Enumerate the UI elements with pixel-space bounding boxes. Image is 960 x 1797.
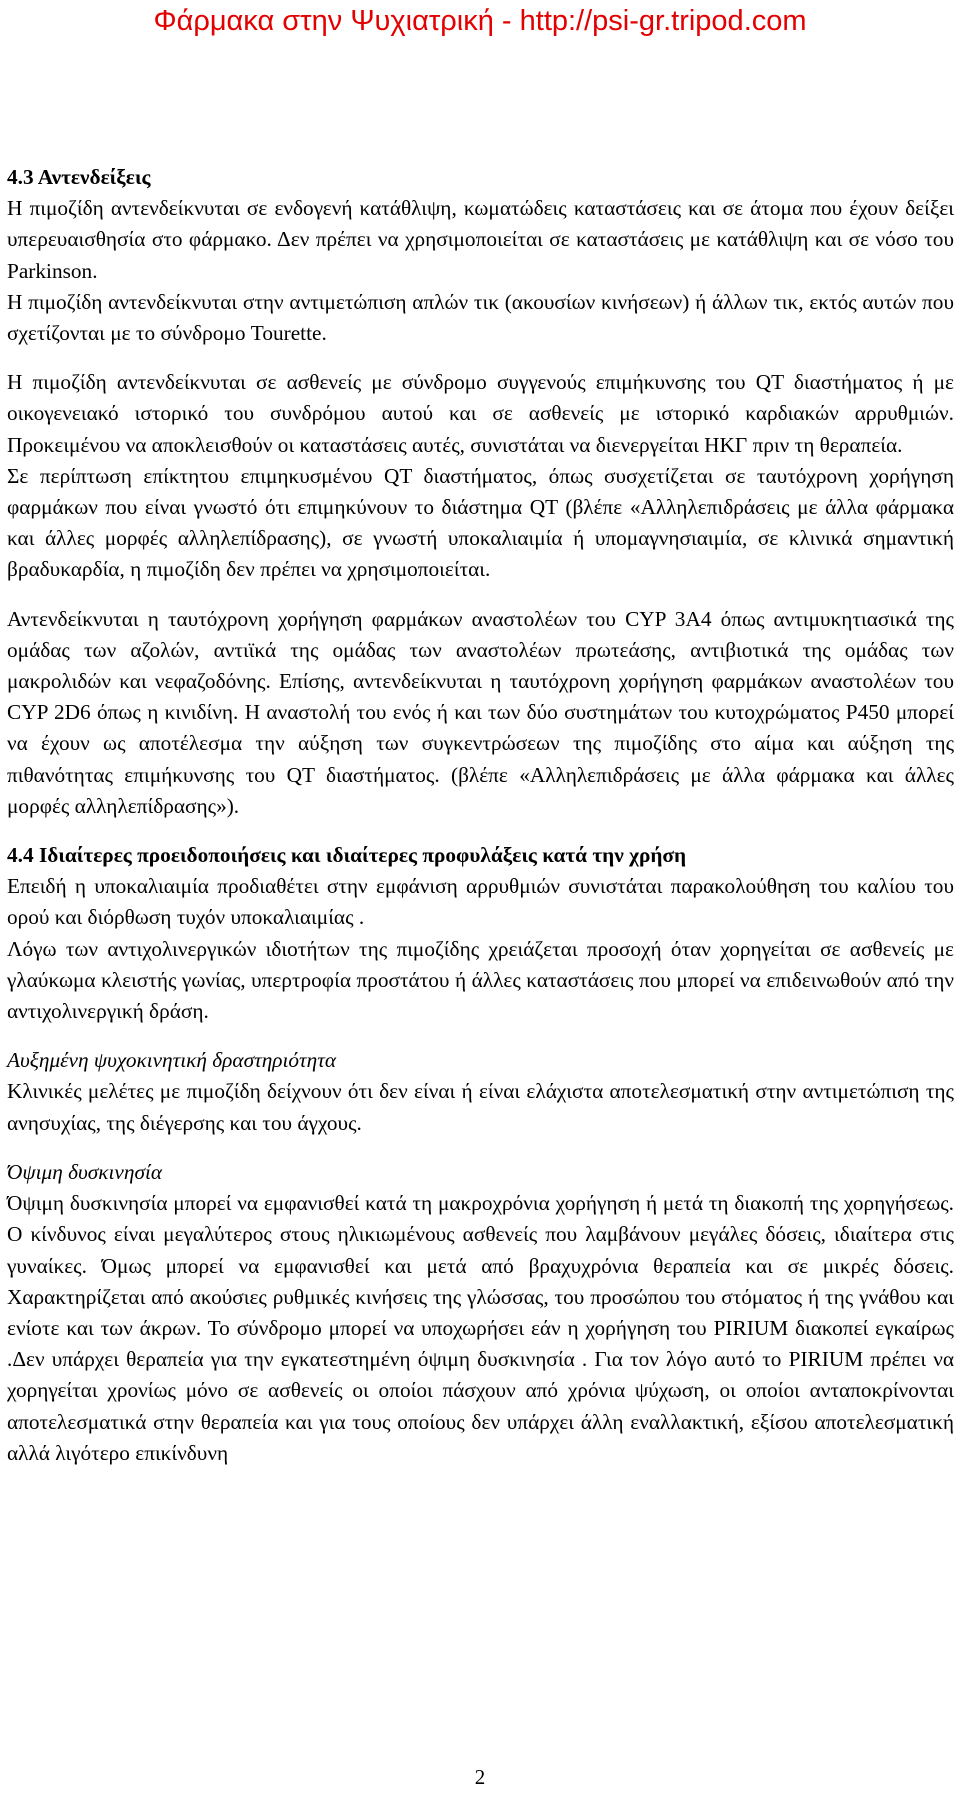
warning-paragraph: Λόγω των αντιχολινεργικών ιδιοτήτων της πιμοζίδης χρειάζεται προσοχή όταν χορηγείται σε ασθενείς με γλαύκωμα κλειστής γωνίας, υπερτροφία προστάτου ή άλλες καταστάσεις που μπορεί να επιδεινωθούν από την αντιχολινεργική δράση. — [7, 936, 954, 1024]
contraindication-paragraph: Σε περίπτωση επίκτητου επιμηκυσμένου QT διαστήματος, όπως συσχετίζεται σε ταυτόχρονη χορήγηση φαρμάκων που είναι γνωστό ότι επιμηκύνουν το διάστημα QT (βλέπε «Αλληλεπιδράσεις με άλλα φάρμακα και άλλες μορφές αλληλεπίδρασης), σε γνωστή υποκαλιαιμία ή υπομαγνησιαιμία, σε κλινικά σημαντική βραδυκαρδία, η πιμοζίδη δεν πρέπει να χρησιμοποιείται. — [7, 463, 954, 582]
section-4-3-title: 4.3 Αντενδείξεις — [7, 165, 151, 189]
warning-paragraph: Όψιμη δυσκινησία μπορεί να εμφανισθεί κατά τη μακροχρόνια χορήγηση ή μετά τη διακοπή της χορηγήσεως. Ο κίνδυνος είναι μεγαλύτερος στους ηλικιωμένους ασθενείς που λαμβάνουν μεγάλες δόσεις, ιδιαίτερα στις γυναίκες. Όμως μπορεί να εμφανισθεί και μετά από βραχυχρόνια θεραπεία και σε μικρές δόσεις. Χαρακτηρίζεται από ακούσιες ρυθμικές κινήσεις της γλώσσας, του προσώπου του στόματος ή της γνάθου και ενίοτε και των άκρων. Το σύνδρομο μπορεί να υποχωρήσει εάν η χορήγηση του PIRIUM διακοπεί εγκαίρως .Δεν υπάρχει θεραπεία για την εγκατεστημένη όψιμη δυσκινησία . Για τον λόγο αυτό το PIRIUM πρέπει να χορηγείται χρονίως μόνο σε ασθενείς οι οποίοι πάσχουν από χρόνια ψύχωση, οι οποίοι ανταποκρίνονται αποτελεσματικά στην θεραπεία και για τους οποίους δεν υπάρχει άλλη εναλλακτική, εξίσου αποτελεσματική αλλά λιγότερο επικίνδυνη — [7, 1191, 954, 1465]
page-number: 2 — [474, 1765, 486, 1789]
site-header-title: Φάρμακα στην Ψυχιατρική - http://psi-gr.tripod.com — [153, 5, 807, 37]
document-body — [7, 162, 954, 1469]
warning-paragraph: Κλινικές μελέτες με πιμοζίδη δείχνουν ότι δεν είναι ή είναι ελάχιστα αποτελεσματική στην αντιμετώπιση της ανησυχίας, της διέγερσης και του άγχους. — [7, 1079, 954, 1135]
contraindication-paragraph: Αντενδείκνυται η ταυτόχρονη χορήγηση φαρμάκων αναστολέων του CYP 3A4 όπως αντιμυκητιασικά της ομάδας των αζολών, αντιϊκά της ομάδας των αναστολέων πρωτεάσης, αντιβιοτικά της ομάδας των μακρολιδών και νεφαζοδόνης. Επίσης, αντενδείκνυται η ταυτόχρονη χορήγηση φαρμάκων αναστολέων του CYP 2D6 όπως η κινιδίνη. Η αναστολή του ενός ή και των δύο συστημάτων του κυτοχρώματος P450 μπορεί να έχουν ως αποτέλεσμα την αύξηση των συγκεντρώσεων της πιμοζίδης στο αίμα και αύξηση της πιθανότητας επιμήκυνσης του QT διαστήματος. (βλέπε «Αλληλεπιδράσεις με άλλα φάρμακα και άλλες μορφές αλληλεπίδρασης»). — [7, 606, 954, 818]
subheading-psychomotor-activity: Αυξημένη ψυχοκινητική δραστηριότητα — [7, 1048, 337, 1073]
contraindication-paragraph: Η πιμοζίδη αντενδείκνυται σε ενδογενή κατάθλιψη, κωματώδεις καταστάσεις και σε άτομα που έχουν δείξει υπερευαισθησία στο φάρμακο. Δεν πρέπει να χρησιμοποιείται σε καταστάσεις με κατάθλιψη και σε νόσο του Parkinson. — [7, 196, 954, 283]
warning-paragraph: Επειδή η υποκαλιαιμία προδιαθέτει στην εμφάνιση αρρυθμιών συνιστάται παρακολούθηση του καλίου του ορού και διόρθωση τυχόν υποκαλιαιμίας . — [7, 874, 954, 930]
subheading-tardive-dyskinesia: Όψιμη δυσκινησία — [7, 1159, 163, 1184]
section-4-4-title: 4.4 Ιδιαίτερες προειδοποιήσεις και ιδιαίτερες προφυλάξεις κατά την χρήση — [7, 843, 687, 868]
contraindication-paragraph: Η πιμοζίδη αντενδείκνυται στην αντιμετώπιση απλών τικ (ακουσίων κινήσεων) ή άλλων τικ, εκτός αυτών που σχετίζονται με το σύνδρομο Tourette. — [7, 289, 954, 346]
contraindication-paragraph: Η πιμοζίδη αντενδείκνυται σε ασθενείς με σύνδρομο συγγενούς επιμήκυνσης του QT διαστήματος ή με οικογενειακό ιστορικό του συνδρόμου αυτού και σε ασθενείς με ιστορικό καρδιακών αρρυθμιών. Προκειμένου να αποκλεισθούν οι καταστάσεις αυτές, συνιστάται να διενεργείται ΗΚΓ πριν τη θεραπεία. — [7, 370, 954, 457]
